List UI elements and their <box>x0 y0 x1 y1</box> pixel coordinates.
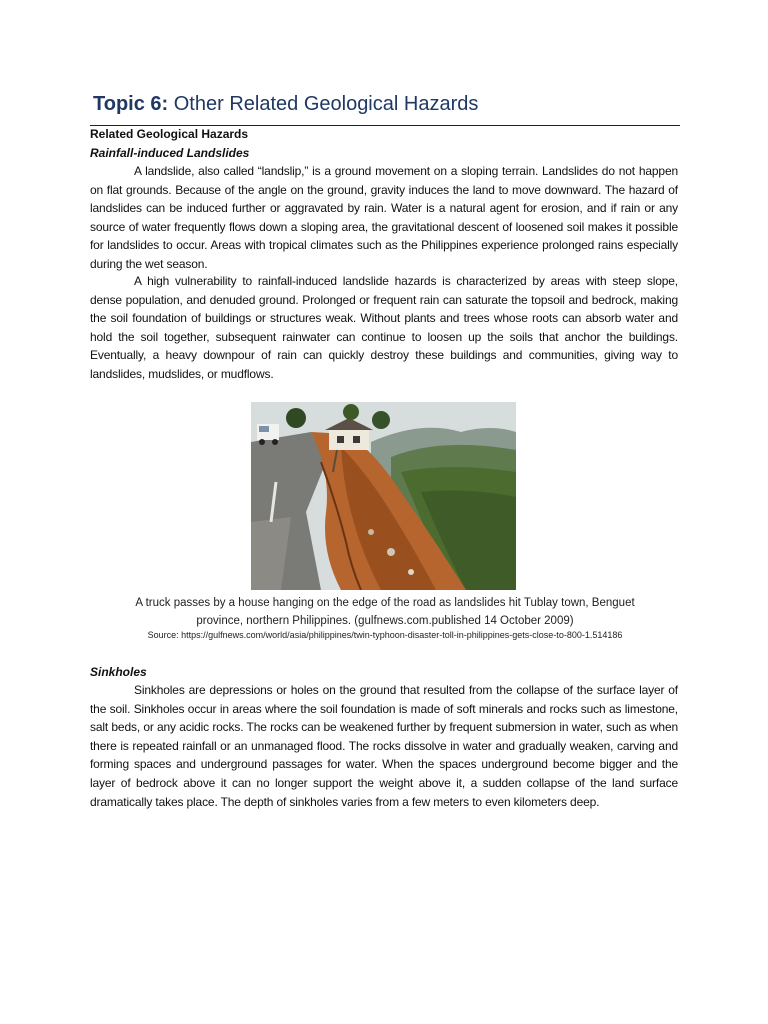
figure-caption <box>90 594 680 630</box>
landslide-paragraph-2: A high vulnerability to rainfall-induced landslide hazards is characterized by areas with steep slope, dense population, and denuded ground. Prolonged or frequent rain can saturate the topsoil and bedrock, making the soil foundation of buildings or structures weak. Without plants and trees whose roots can absorb water and hold the soil together, subsequent rainwater can continue to loosen up the soils that anchor the buildings. Eventually, a heavy downpour of rain can quickly destroy these buildings and communities, giving way to landslides, mudslides, or mudflows. <box>90 274 678 381</box>
landslides-subheading: Rainfall-induced Landslides <box>90 146 250 160</box>
figure-source: Source: https://gulfnews.com/world/asia/philippines/twin-typhoon-disaster-toll-in-philippines-gets-close-to-800-1.514186 <box>147 630 623 640</box>
topic-label: Topic 6: <box>93 93 169 115</box>
landslide-photo-illustration <box>251 402 516 590</box>
title-divider <box>90 125 680 126</box>
landslide-photo <box>251 402 516 590</box>
sinkholes-heading: Sinkholes <box>90 665 147 679</box>
topic-title: Other Related Geological Hazards <box>173 93 479 115</box>
landslide-paragraph-1: A landslide, also called “landslip,” is a ground movement on a sloping terrain. Landslides do not happen on flat grounds. Because of the angle on the ground, gravity induces the land to move downward. The hazard of landslides can be induced further or aggravated by rain. Water is a natural agent for erosion, and if rain or any source of water frequently flows down a sloping area, the gravitational descent of loosened soil makes it possible for landslides to occur. Areas with tropical climates such as the Philippines experience prolonged rains especially during the wet season. <box>90 164 678 271</box>
caption-line-1: A truck passes by a house hanging on the edge of the road as landslides hit Tublay town, Benguet <box>135 597 635 609</box>
page-title <box>93 93 478 116</box>
caption-line-2: province, northern Philippines. (gulfnews.com.published 14 October 2009) <box>196 615 574 627</box>
section-heading: Related Geological Hazards <box>90 127 249 141</box>
sinkholes-paragraph: Sinkholes are depressions or holes on the ground that resulted from the collapse of the surface layer of the soil. Sinkholes occur in areas where the soil foundation is made of soft minerals and rocks such as limestone, salt beds, or any acidic rocks. The rocks can be weakened further by frequent submersion in water, such as when there is repeated rainfall or an unmanaged flood. The rocks dissolve in water and gradually weaken, carving and forming spaces and underground passages for water. When the spaces underground become bigger and the layer of bedrock above it can no longer support the weight above it, a sudden collapse of the land surface dramatically takes place. The depth of sinkholes varies from a few meters to even kilometers deep. <box>90 683 678 809</box>
